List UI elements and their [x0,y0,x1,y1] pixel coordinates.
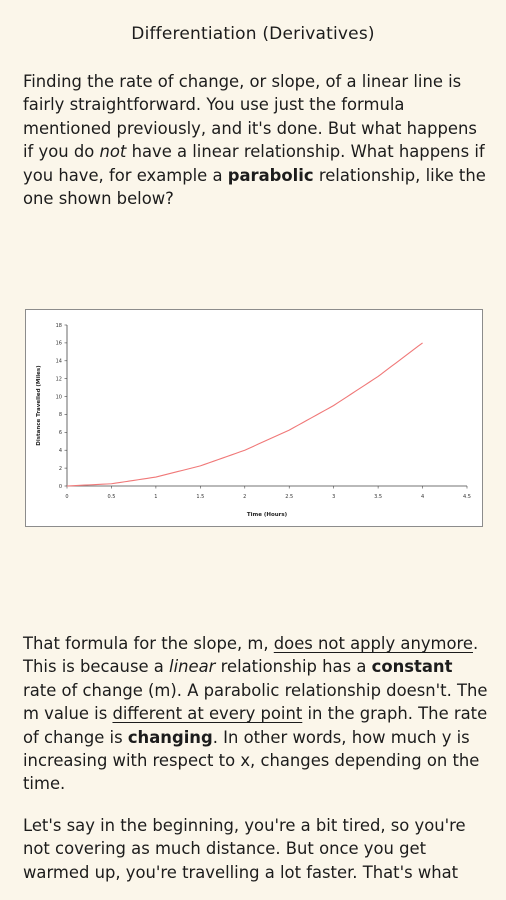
y-tick-label: 16 [55,340,62,347]
x-tick-label: 4 [420,494,425,500]
y-axis-label: Distance Travelled (Miles) [36,365,42,446]
intro-paragraph [23,70,488,210]
chart-canvas [26,310,482,526]
text-run: relationship, like the one shown below? [23,165,486,209]
x-tick-label: 3.5 [374,494,383,500]
bold-term: parabolic [227,165,314,185]
y-tick-label: 4 [58,448,62,455]
series-line [67,343,423,486]
underlined-phrase: does not apply anymore [273,634,473,653]
parabola-chart [25,309,483,527]
x-tick-label: 0.5 [107,494,116,500]
explanation-paragraph [23,632,488,796]
x-tick-label: 2 [243,494,247,500]
emphasis-text: linear [169,657,216,677]
text-run: relationship has a [215,657,372,677]
text-run: . This is because a [23,634,479,677]
x-tick-label: 4.5 [463,494,471,500]
text-run: rate of change (m). A parabolic relationship doesn't. The m value is [23,680,488,724]
text-run: That formula for the slope, m, [23,634,274,653]
y-tick-label: 6 [58,430,62,437]
underlined-phrase: different at every point [112,704,303,724]
y-tick-label: 0 [58,483,62,490]
y-tick-label: 10 [55,394,62,401]
page-title: Differentiation (Derivatives) [131,24,375,44]
text-run: Finding the rate of change, or slope, of a linear line is fairly straightforward. You use just the formula mentioned previously, and it's done. But what happens if you do [23,72,477,162]
x-tick-label: 3 [332,494,336,500]
bold-term: constant [371,657,453,677]
x-tick-label: 2.5 [285,494,294,500]
emphasis-text: not [99,142,127,162]
y-tick-label: 8 [58,412,62,419]
y-tick-label: 18 [55,322,62,329]
y-tick-label: 12 [55,376,62,383]
text-run: . In other words, how much y is increasing with respect to x, changes depending on the time. [23,727,480,794]
example-paragraph: Let's say in the beginning, you're a bit tired, so you're not covering as much distance. But once you get warmed up, you're travelling a lot faster. That's what [23,816,466,882]
x-tick-label: 1.5 [196,494,205,500]
text-run: in the graph. The rate of change is [23,704,488,747]
bold-term: changing [127,727,213,747]
x-tick-label: 1 [154,494,158,500]
y-tick-label: 2 [58,465,62,472]
x-axis-label: Time (Hours) [246,512,288,518]
text-run: have a linear relationship. What happens if you have, for example a [23,142,485,185]
y-tick-label: 14 [55,358,62,365]
x-tick-label: 0 [65,494,69,500]
